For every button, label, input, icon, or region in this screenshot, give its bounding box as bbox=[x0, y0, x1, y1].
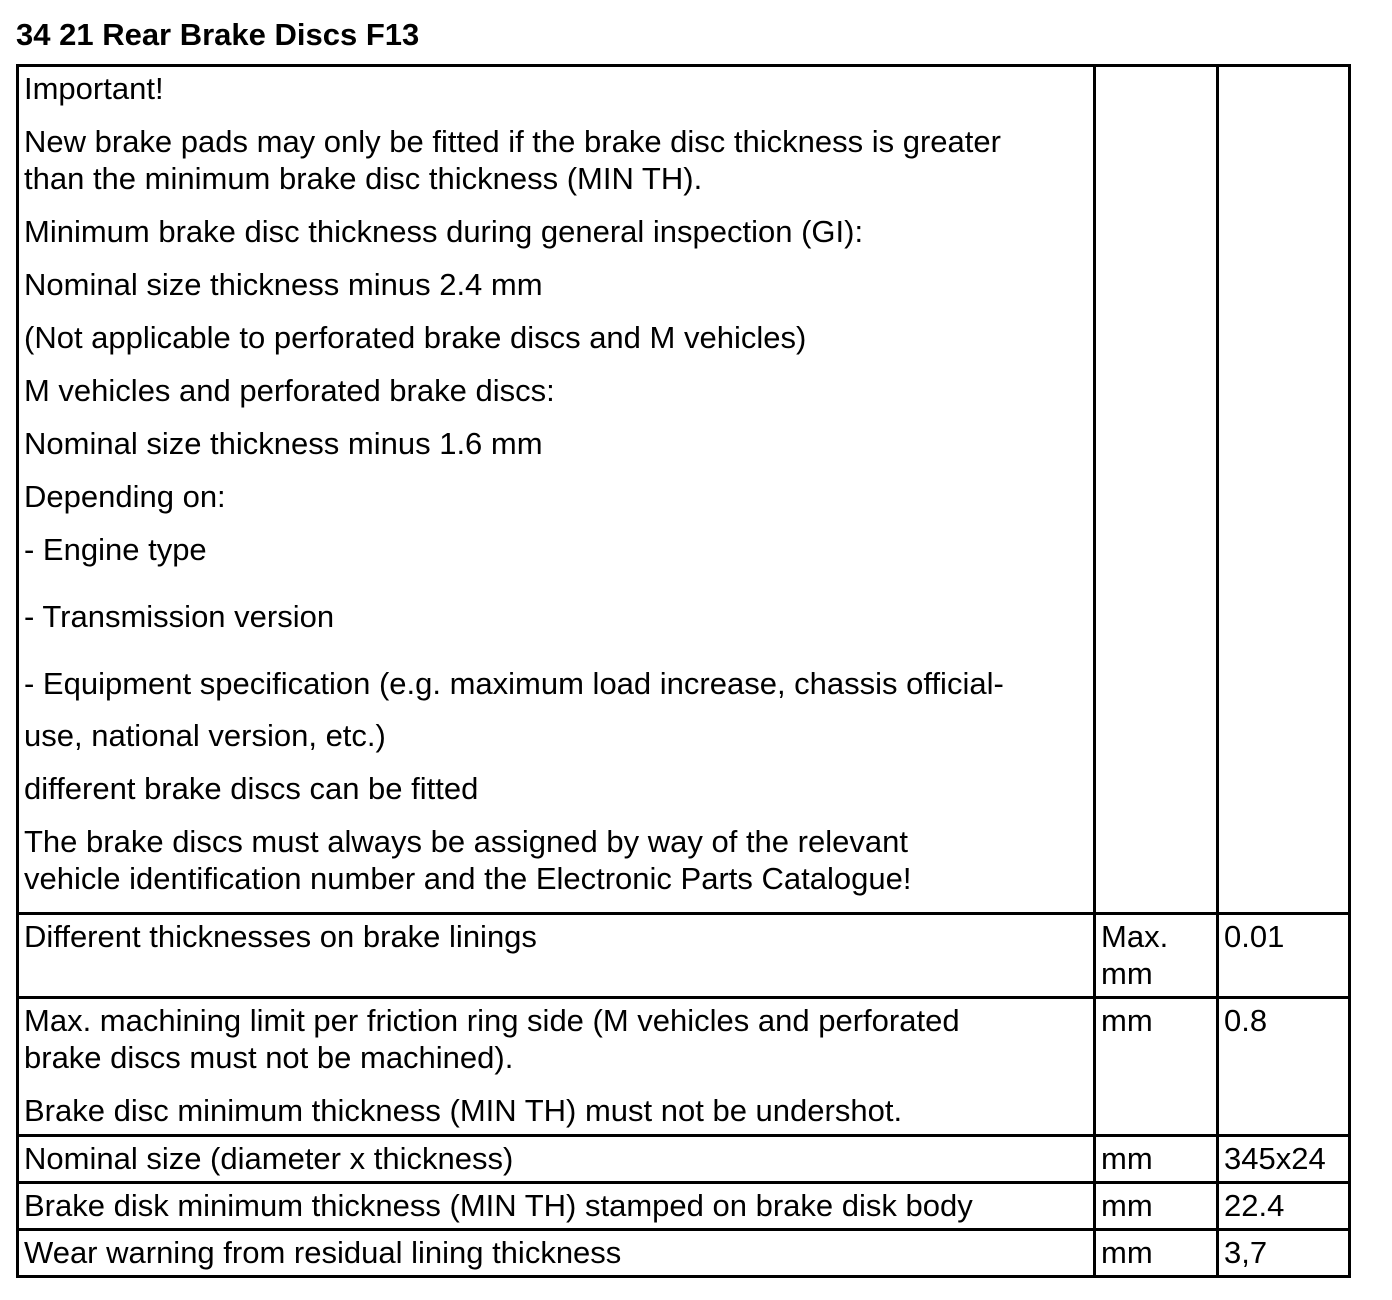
table-row bbox=[18, 1183, 1350, 1230]
value-text: 0.01 bbox=[1224, 919, 1285, 954]
value-cell bbox=[1218, 1136, 1350, 1183]
unit-cell bbox=[1095, 914, 1218, 998]
description-cell bbox=[18, 1230, 1095, 1277]
note-text: Nominal size thickness minus 1.6 mm bbox=[24, 426, 543, 461]
note-text: Minimum brake disc thickness during general inspection (GI): bbox=[24, 214, 864, 249]
note-text: The brake discs must always be assigned by way of the relevant bbox=[24, 824, 908, 859]
unit-cell bbox=[1095, 998, 1218, 1136]
unit-cell-empty bbox=[1095, 66, 1218, 914]
note-text: vehicle identification number and the Electronic Parts Catalogue! bbox=[24, 861, 912, 896]
unit-text: mm bbox=[1101, 1003, 1153, 1038]
unit-text: mm bbox=[1101, 1141, 1153, 1176]
unit-cell bbox=[1095, 1136, 1218, 1183]
unit-text: mm bbox=[1101, 1188, 1153, 1223]
description-cell bbox=[18, 914, 1095, 998]
spec-table bbox=[16, 64, 1351, 1278]
note-text: (Not applicable to perforated brake discs and M vehicles) bbox=[24, 320, 807, 355]
description-text: Wear warning from residual lining thickness bbox=[24, 1235, 622, 1270]
value-cell bbox=[1218, 1230, 1350, 1277]
page-title: 34 21 Rear Brake Discs F13 bbox=[16, 17, 420, 52]
value-cell-empty bbox=[1218, 66, 1350, 914]
note-text: Nominal size thickness minus 2.4 mm bbox=[24, 267, 543, 302]
note-text: - Equipment specification (e.g. maximum load increase, chassis official- bbox=[24, 666, 1004, 701]
value-text: 22.4 bbox=[1224, 1188, 1285, 1223]
unit-cell bbox=[1095, 1183, 1218, 1230]
description-text: Max. machining limit per friction ring side (M vehicles and perforated bbox=[24, 1003, 960, 1038]
table-row bbox=[18, 1230, 1350, 1277]
description-text: Brake disc minimum thickness (MIN TH) must not be undershot. bbox=[24, 1093, 903, 1128]
note-text: different brake discs can be fitted bbox=[24, 771, 479, 806]
note-text: - Engine type bbox=[24, 532, 207, 567]
note-text: use, national version, etc.) bbox=[24, 718, 386, 753]
unit-cell bbox=[1095, 1230, 1218, 1277]
table-row-important bbox=[18, 66, 1350, 914]
value-cell bbox=[1218, 1183, 1350, 1230]
value-cell bbox=[1218, 998, 1350, 1136]
table-row bbox=[18, 1136, 1350, 1183]
note-text: - Transmission version bbox=[24, 599, 335, 634]
note-text: New brake pads may only be fitted if the brake disc thickness is greater bbox=[24, 124, 1001, 159]
unit-text: Max. bbox=[1101, 919, 1169, 954]
note-text: Depending on: bbox=[24, 479, 226, 514]
description-text: brake discs must not be machined). bbox=[24, 1040, 514, 1075]
value-text: 3,7 bbox=[1224, 1235, 1268, 1270]
table-row bbox=[18, 914, 1350, 998]
description-text: Brake disk minimum thickness (MIN TH) stamped on brake disk body bbox=[24, 1188, 973, 1223]
value-cell bbox=[1218, 914, 1350, 998]
value-text: 0.8 bbox=[1224, 1003, 1268, 1038]
important-notes-cell bbox=[18, 66, 1095, 914]
table-row bbox=[18, 998, 1350, 1136]
description-cell bbox=[18, 1136, 1095, 1183]
description-cell bbox=[18, 998, 1095, 1136]
unit-text: mm bbox=[1101, 1235, 1153, 1270]
description-cell bbox=[18, 1183, 1095, 1230]
description-text: Different thicknesses on brake linings bbox=[24, 919, 537, 954]
unit-text: mm bbox=[1101, 956, 1153, 991]
note-text: M vehicles and perforated brake discs: bbox=[24, 373, 555, 408]
description-text: Nominal size (diameter x thickness) bbox=[24, 1141, 514, 1176]
note-text: than the minimum brake disc thickness (MIN TH). bbox=[24, 161, 703, 196]
important-heading: Important! bbox=[24, 71, 164, 106]
value-text: 345x24 bbox=[1224, 1141, 1326, 1176]
